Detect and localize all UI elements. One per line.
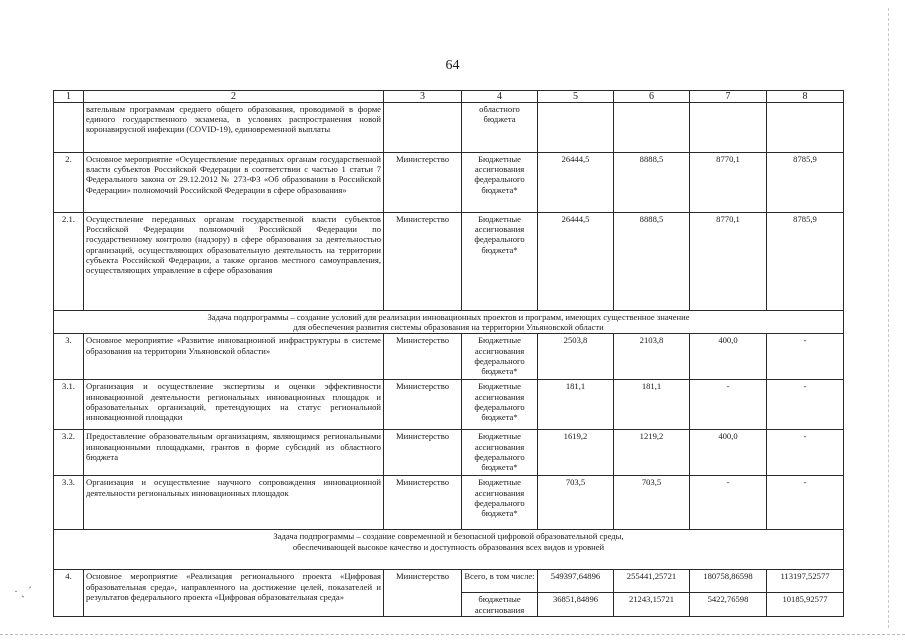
column-header: 4: [462, 91, 538, 103]
value-cell: -: [767, 334, 844, 380]
value-cell: 113197,52577: [767, 570, 844, 593]
funding-source-cell: Бюджетные ассигнования федерального бюджета*: [462, 213, 538, 311]
budget-table: [53, 90, 844, 617]
measure-name-cell: Основное мероприятие «Осуществление переданных органам государственной власти субъектов Российской Федерации в соответствии с частью 1 статьи 7 Федерального закона от 29.12.2012 № 273-ФЗ «Об образовании в Российской Федерации» полномочий Российской Федерации в сфере образования»: [84, 153, 384, 213]
value-cell: -: [767, 380, 844, 430]
value-cell: [767, 103, 844, 153]
value-cell: -: [767, 476, 844, 530]
value-cell: 255441,25721: [614, 570, 690, 593]
right-edge-line: [888, 8, 889, 628]
table-row: [54, 213, 844, 311]
value-cell: 703,5: [538, 476, 614, 530]
value-cell: 400,0: [690, 430, 767, 476]
task-row: [54, 530, 844, 570]
column-header: 8: [767, 91, 844, 103]
row-number-cell: 3.: [54, 334, 84, 380]
column-header: 1: [54, 91, 84, 103]
table-row: [54, 476, 844, 530]
value-cell: 703,5: [614, 476, 690, 530]
table-row: [54, 430, 844, 476]
table-row: [54, 153, 844, 213]
value-cell: 8785,9: [767, 213, 844, 311]
measure-name-cell: Организация и осуществление экспертизы и оценки эффективности инновационной деятельности региональных инновационных площадок и образовательных организаций, претендующих на статус региональной инновационной площадки: [84, 380, 384, 430]
funding-source-cell: Бюджетные ассигнования федерального бюджета*: [462, 430, 538, 476]
column-header: 6: [614, 91, 690, 103]
executor-cell: Министерство: [384, 334, 462, 380]
task-cell: [54, 311, 844, 334]
funding-source-cell: Бюджетные ассигнования федерального бюджета*: [462, 153, 538, 213]
value-cell: 21243,15721: [614, 593, 690, 616]
value-cell: -: [767, 430, 844, 476]
value-cell: 181,1: [614, 380, 690, 430]
column-header: 3: [384, 91, 462, 103]
row-number-cell: 3.1.: [54, 380, 84, 430]
value-cell: 8770,1: [690, 213, 767, 311]
value-cell: 36851,84896: [538, 593, 614, 616]
row-number-cell: 3.3.: [54, 476, 84, 530]
value-cell: 8888,5: [614, 213, 690, 311]
value-cell: 8785,9: [767, 153, 844, 213]
value-cell: 8770,1: [690, 153, 767, 213]
funding-source-cell: бюджетные ассигнования: [462, 593, 538, 616]
measure-name-cell: Предоставление образовательным организациям, являющимся региональными инновационными площадками, грантов в форме субсидий из областного бюджета: [84, 430, 384, 476]
bottom-cut-line: [0, 634, 905, 635]
executor-cell: [384, 103, 462, 153]
measure-name-cell: Основное мероприятие «Развитие инновационной инфраструктуры в системе образования на территории Ульяновской области»: [84, 334, 384, 380]
task-row: [54, 311, 844, 334]
measure-name-cell: Организация и осуществление научного сопровождения инновационной деятельности региональных инновационных площадок: [84, 476, 384, 530]
measure-name-cell: Основное мероприятие «Реализация регионального проекта «Цифровая образовательная среда», направленного на достижение целей, показателей и результатов федерального проекта «Цифровая образовательная среда»: [84, 570, 384, 616]
measure-name-cell: Осуществление переданных органам государственной власти субъектов Российской Федерации полномочий Российской Федерации по государственному контролю (надзору) в сфере образования за деятельностью организаций, осуществляющих образовательную деятельность на территории субъекта Российской Федерации, а также органов местного самоуправления, осуществляющих управление в сфере образования: [84, 213, 384, 311]
funding-source-cell: Бюджетные ассигнования федерального бюджета*: [462, 476, 538, 530]
value-cell: 5422,76598: [690, 593, 767, 616]
value-cell: -: [690, 380, 767, 430]
funding-source-cell: Всего, в том числе:: [462, 570, 538, 593]
value-cell: 8888,5: [614, 153, 690, 213]
task-text-line: Задача подпрограммы – создание условий для реализации инновационных проектов и программ, имеющих существенное значение: [207, 312, 690, 322]
value-cell: 180758,86598: [690, 570, 767, 593]
value-cell: [690, 103, 767, 153]
row-number-cell: 3.2.: [54, 430, 84, 476]
value-cell: [538, 103, 614, 153]
value-cell: [614, 103, 690, 153]
value-cell: 2503,8: [538, 334, 614, 380]
value-cell: 1619,2: [538, 430, 614, 476]
executor-cell: Министерство: [384, 570, 462, 616]
value-cell: 26444,5: [538, 213, 614, 311]
task-cell: [54, 530, 844, 570]
executor-cell: Министерство: [384, 380, 462, 430]
value-cell: 400,0: [690, 334, 767, 380]
executor-cell: Министерство: [384, 430, 462, 476]
value-cell: 10185,92577: [767, 593, 844, 616]
executor-cell: Министерство: [384, 213, 462, 311]
executor-cell: Министерство: [384, 153, 462, 213]
funding-source-cell: областного бюджета: [462, 103, 538, 153]
column-header: 2: [84, 91, 384, 103]
task-text-line: для обеспечения развития системы образования на территории Ульяновской области: [293, 322, 604, 333]
table-row: [54, 103, 844, 153]
value-cell: 1219,2: [614, 430, 690, 476]
value-cell: 549397,64896: [538, 570, 614, 593]
value-cell: 181,1: [538, 380, 614, 430]
page-number: 64: [445, 58, 460, 73]
row-number-cell: 2.1.: [54, 213, 84, 311]
column-header: 7: [690, 91, 767, 103]
column-header: 5: [538, 91, 614, 103]
header-row: [54, 91, 844, 103]
task-text-line: обеспечивающей высокое качество и доступность образования всех видов и уровней: [292, 541, 605, 552]
margin-scribble: · ˏ ˊ: [14, 584, 32, 598]
value-cell: 2103,8: [614, 334, 690, 380]
value-cell: 26444,5: [538, 153, 614, 213]
table-row: [54, 570, 844, 593]
row-number-cell: 4.: [54, 570, 84, 616]
table-row: [54, 334, 844, 380]
table-row: [54, 380, 844, 430]
funding-source-cell: Бюджетные ассигнования федерального бюджета*: [462, 380, 538, 430]
funding-source-cell: Бюджетные ассигнования федерального бюджета*: [462, 334, 538, 380]
row-number-cell: 2.: [54, 153, 84, 213]
task-text-line: Задача подпрограммы – создание современной и безопасной цифровой образовательной среды,: [273, 531, 624, 542]
measure-name-cell: вательным программам среднего общего образования, проводимой в форме единого государственного экзамена, в условиях распространения новой коронавирусной инфекции (COVID-19), единовременной выплаты: [84, 103, 384, 153]
value-cell: -: [690, 476, 767, 530]
row-number-cell: [54, 103, 84, 153]
executor-cell: Министерство: [384, 476, 462, 530]
